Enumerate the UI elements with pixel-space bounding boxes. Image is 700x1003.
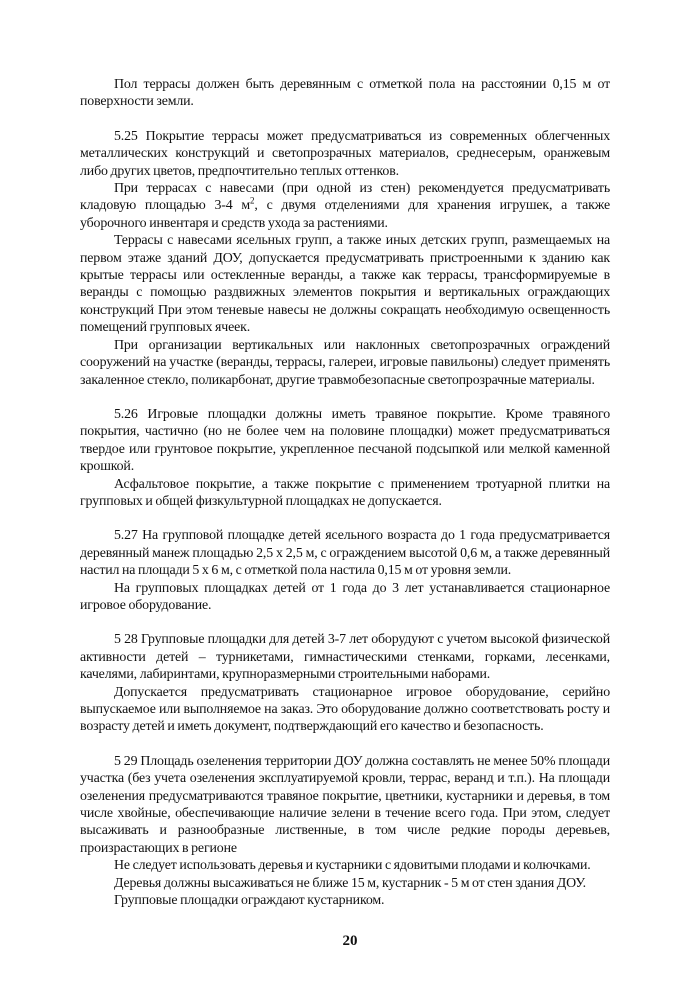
storage-room-text: При террасах с навесами (при одной из стен) рекомендуется предусматривать кладовую площадью 3-4 м [80,181,610,214]
paragraph-asphalt: Асфальтовое покрытие, а также покрытие с применением тротуарной плитки на групповых и общей физкультурной площадках не допускается. [80,476,610,509]
document-body [80,76,610,909]
superscript-2: 2 [250,195,255,206]
paragraph-nursery-terraces: Террасы с навесами ясельных групп, а также иных детских групп, размещаемых на первом этаже зданий ДОУ, допускается предусматривать пристроенными к зданию как крытые террасы или остекленные веранды, а также как террасы, трансформируемые в веранды с помощью раздвижных элементов покрытия и вертикальных ограждающих конструкций При этом теневые навесы не должны сокращать необходимую освещенность помещений групповых ячеек. [80,233,610,336]
paragraph-glazing-materials: При организации вертикальных или наклонных светопрозрачных ограждений сооружений на участке (веранды, террасы, галереи, игровые павильоны) следует применять закаленное стекло, поликарбонат, другие травмобезопасные светопрозрачные материалы. [80,337,610,388]
paragraph-hedges: Групповые площадки ограждают кустарником. [114,893,385,909]
storage-room-text-cont: , с двумя отделениями для хранения игрушек, а также уборочного инвентаря и средств ухода за растениями. [80,198,610,231]
paragraph-5-28: 5 28 Групповые площадки для детей 3-7 лет оборудуют с учетом высокой физической активности детей – турникетами, гимнастическими стенками, горками, лесенками, качелями, лабиринтами, крупноразмерными строительными наборами. [80,632,610,683]
paragraph-equipment: Допускается предусматривать стационарное игровое оборудование, серийно выпускаемое или выполняемое на заказ. Это оборудование должно соответствовать росту и возрасту детей и иметь документ, подтверждающий его качество и безопасность. [80,684,610,735]
paragraph-1-3-years: На групповых площадках детей от 1 года до 3 лет устанавливается стационарное игровое оборудование. [80,580,610,613]
paragraph-5-25: 5.25 Покрытие террасы может предусматриваться из современных облегченных металлических конструкций и светопрозрачных материалов, среднесерым, оранжевым либо других цветов, предпочтительно теплых оттенков. [80,128,610,179]
paragraph-5-26: 5.26 Игровые площадки должны иметь травяное покрытие. Кроме травяного покрытия, частично (но не более чем на половине площадки) может предусматриваться твердое или грунтовое покрытие, укрепленное песчаной подсыпкой или мелкой каменной крошкой. [80,406,610,475]
paragraph-poisonous-plants: Не следует использовать деревья и кустарники с ядовитыми плодами и колючками. [114,858,591,874]
paragraph-terrace-floor: Пол террасы должен быть деревянным с отметкой пола на расстоянии 0,15 м от поверхности земли. [80,77,610,110]
paragraph-5-29: 5 29 Площадь озеленения территории ДОУ должна составлять не менее 50% площади участка (без учета озеленения эксплуатируемой кровли, террас, веранд и т.п.). На площади озеленения предусматриваются травяное покрытие, цветники, кустарники и деревья, в том числе хвойные, обеспечивающие наличие зелени в течение всего года. При этом, следует высаживать и разнообразные лиственные, в том числе редкие породы деревьев, произрастающих в регионе [80,753,610,856]
paragraph-5-27: 5.27 На групповой площадке детей ясельного возраста до 1 года предусматривается деревянный манеж площадью 2,5 х 2,5 м, с ограждением высотой 0,6 м, а также деревянный настил на площади 5 х 6 м, с отметкой пола настила 0,15 м от уровня земли. [80,528,610,579]
page-number: 20 [342,933,358,949]
paragraph-tree-distance: Деревья должны высаживаться не ближе 15 м, кустарник - 5 м от стен здания ДОУ. [114,875,586,891]
paragraph-storage-room [80,180,610,232]
